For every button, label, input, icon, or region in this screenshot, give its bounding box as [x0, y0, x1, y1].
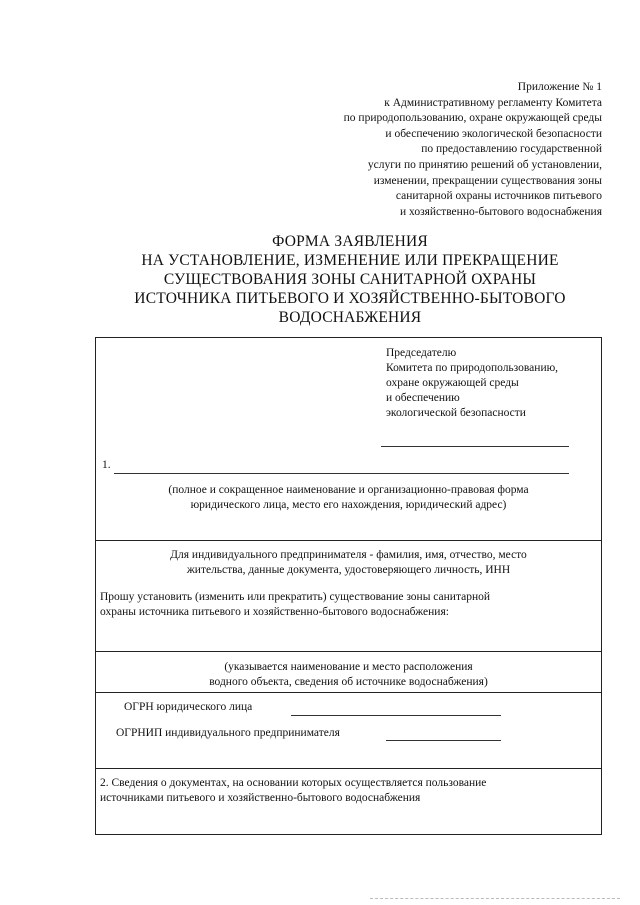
addressee-line: и обеспечению [386, 392, 460, 404]
appendix-line: и хозяйственно-бытового водоснабжения [399, 205, 602, 218]
hint-line: жительства, данные документа, удостоверяющего личность, ИНН [186, 564, 511, 576]
item2-line: 2. Сведения о документах, на основании которых осуществляется пользование [100, 777, 487, 789]
title-line: НА УСТАНОВЛЕНИЕ, ИЗМЕНЕНИЕ ИЛИ ПРЕКРАЩЕНИЕ [141, 252, 559, 269]
hint-line: (полное и сокращенное наименование и организационно-правовая форма [168, 484, 529, 496]
applicant-name-line[interactable] [114, 473, 569, 474]
addressee-name-line[interactable] [381, 446, 569, 447]
request-line: охраны источника питьевого и хозяйственно-бытового водоснабжения: [100, 606, 449, 618]
item1-number: 1. [102, 459, 111, 471]
appendix-line: по предоставлению государственной [421, 143, 602, 156]
ogrnip-label: ОГРНИП индивидуального предпринимателя [116, 727, 340, 739]
item2-line: источниками питьевого и хозяйственно-бытового водоснабжения [100, 792, 421, 804]
addressee-line: Комитета по природопользованию, [386, 362, 559, 374]
individual-hint [96, 548, 601, 578]
title-line: ВОДОСНАБЖЕНИЯ [278, 309, 422, 326]
hint-line: Для индивидуального предпринимателя - фамилия, имя, отчество, место [170, 549, 527, 561]
hint-line: водного объекта, сведения об источнике водоснабжения) [209, 676, 488, 688]
appendix-line: Приложение № 1 [517, 81, 602, 93]
appendix-line: к Административному регламенту Комитета [384, 96, 602, 109]
application-form [95, 337, 602, 835]
hint-line: (указывается наименование и место расположения [224, 661, 473, 673]
appendix-header [272, 80, 602, 220]
addressee-line: охране окружающей среды [386, 377, 519, 389]
section-divider [96, 540, 601, 541]
section-divider [96, 692, 601, 693]
water-object-hint [96, 660, 601, 690]
ogrn-label: ОГРН юридического лица [124, 701, 253, 713]
legal-entity-hint [96, 483, 601, 513]
title-line: ФОРМА ЗАЯВЛЕНИЯ [272, 233, 428, 250]
appendix-line: санитарной охраны источников питьевого [395, 190, 602, 203]
appendix-line: услуги по принятию решений об установлении, [367, 158, 602, 171]
addressee-line: экологической безопасности [386, 407, 526, 419]
title-line: ИСТОЧНИКА ПИТЬЕВОГО И ХОЗЯЙСТВЕННО-БЫТОВОГО [134, 290, 566, 307]
appendix-line: по природопользованию, охране окружающей среды [343, 112, 602, 125]
appendix-line: изменении, прекращении существования зоны [373, 174, 602, 187]
appendix-line: и обеспечению экологической безопасности [385, 127, 602, 140]
form-title [100, 232, 600, 327]
hint-line: юридического лица, место его нахождения, юридический адрес) [190, 499, 507, 511]
ogrnip-field[interactable] [386, 740, 501, 741]
title-line: СУЩЕСТВОВАНИЯ ЗОНЫ САНИТАРНОЙ ОХРАНЫ [163, 271, 537, 288]
addressee-line: Председателю [386, 347, 457, 359]
request-text [100, 590, 490, 620]
section-divider [96, 651, 601, 652]
section-divider [96, 768, 601, 769]
request-line: Прошу установить (изменить или прекратить) существование зоны санитарной [100, 591, 491, 603]
page-footer-line [370, 898, 620, 899]
item2-text [100, 776, 486, 806]
ogrn-field[interactable] [291, 715, 501, 716]
addressee-block [386, 346, 558, 421]
